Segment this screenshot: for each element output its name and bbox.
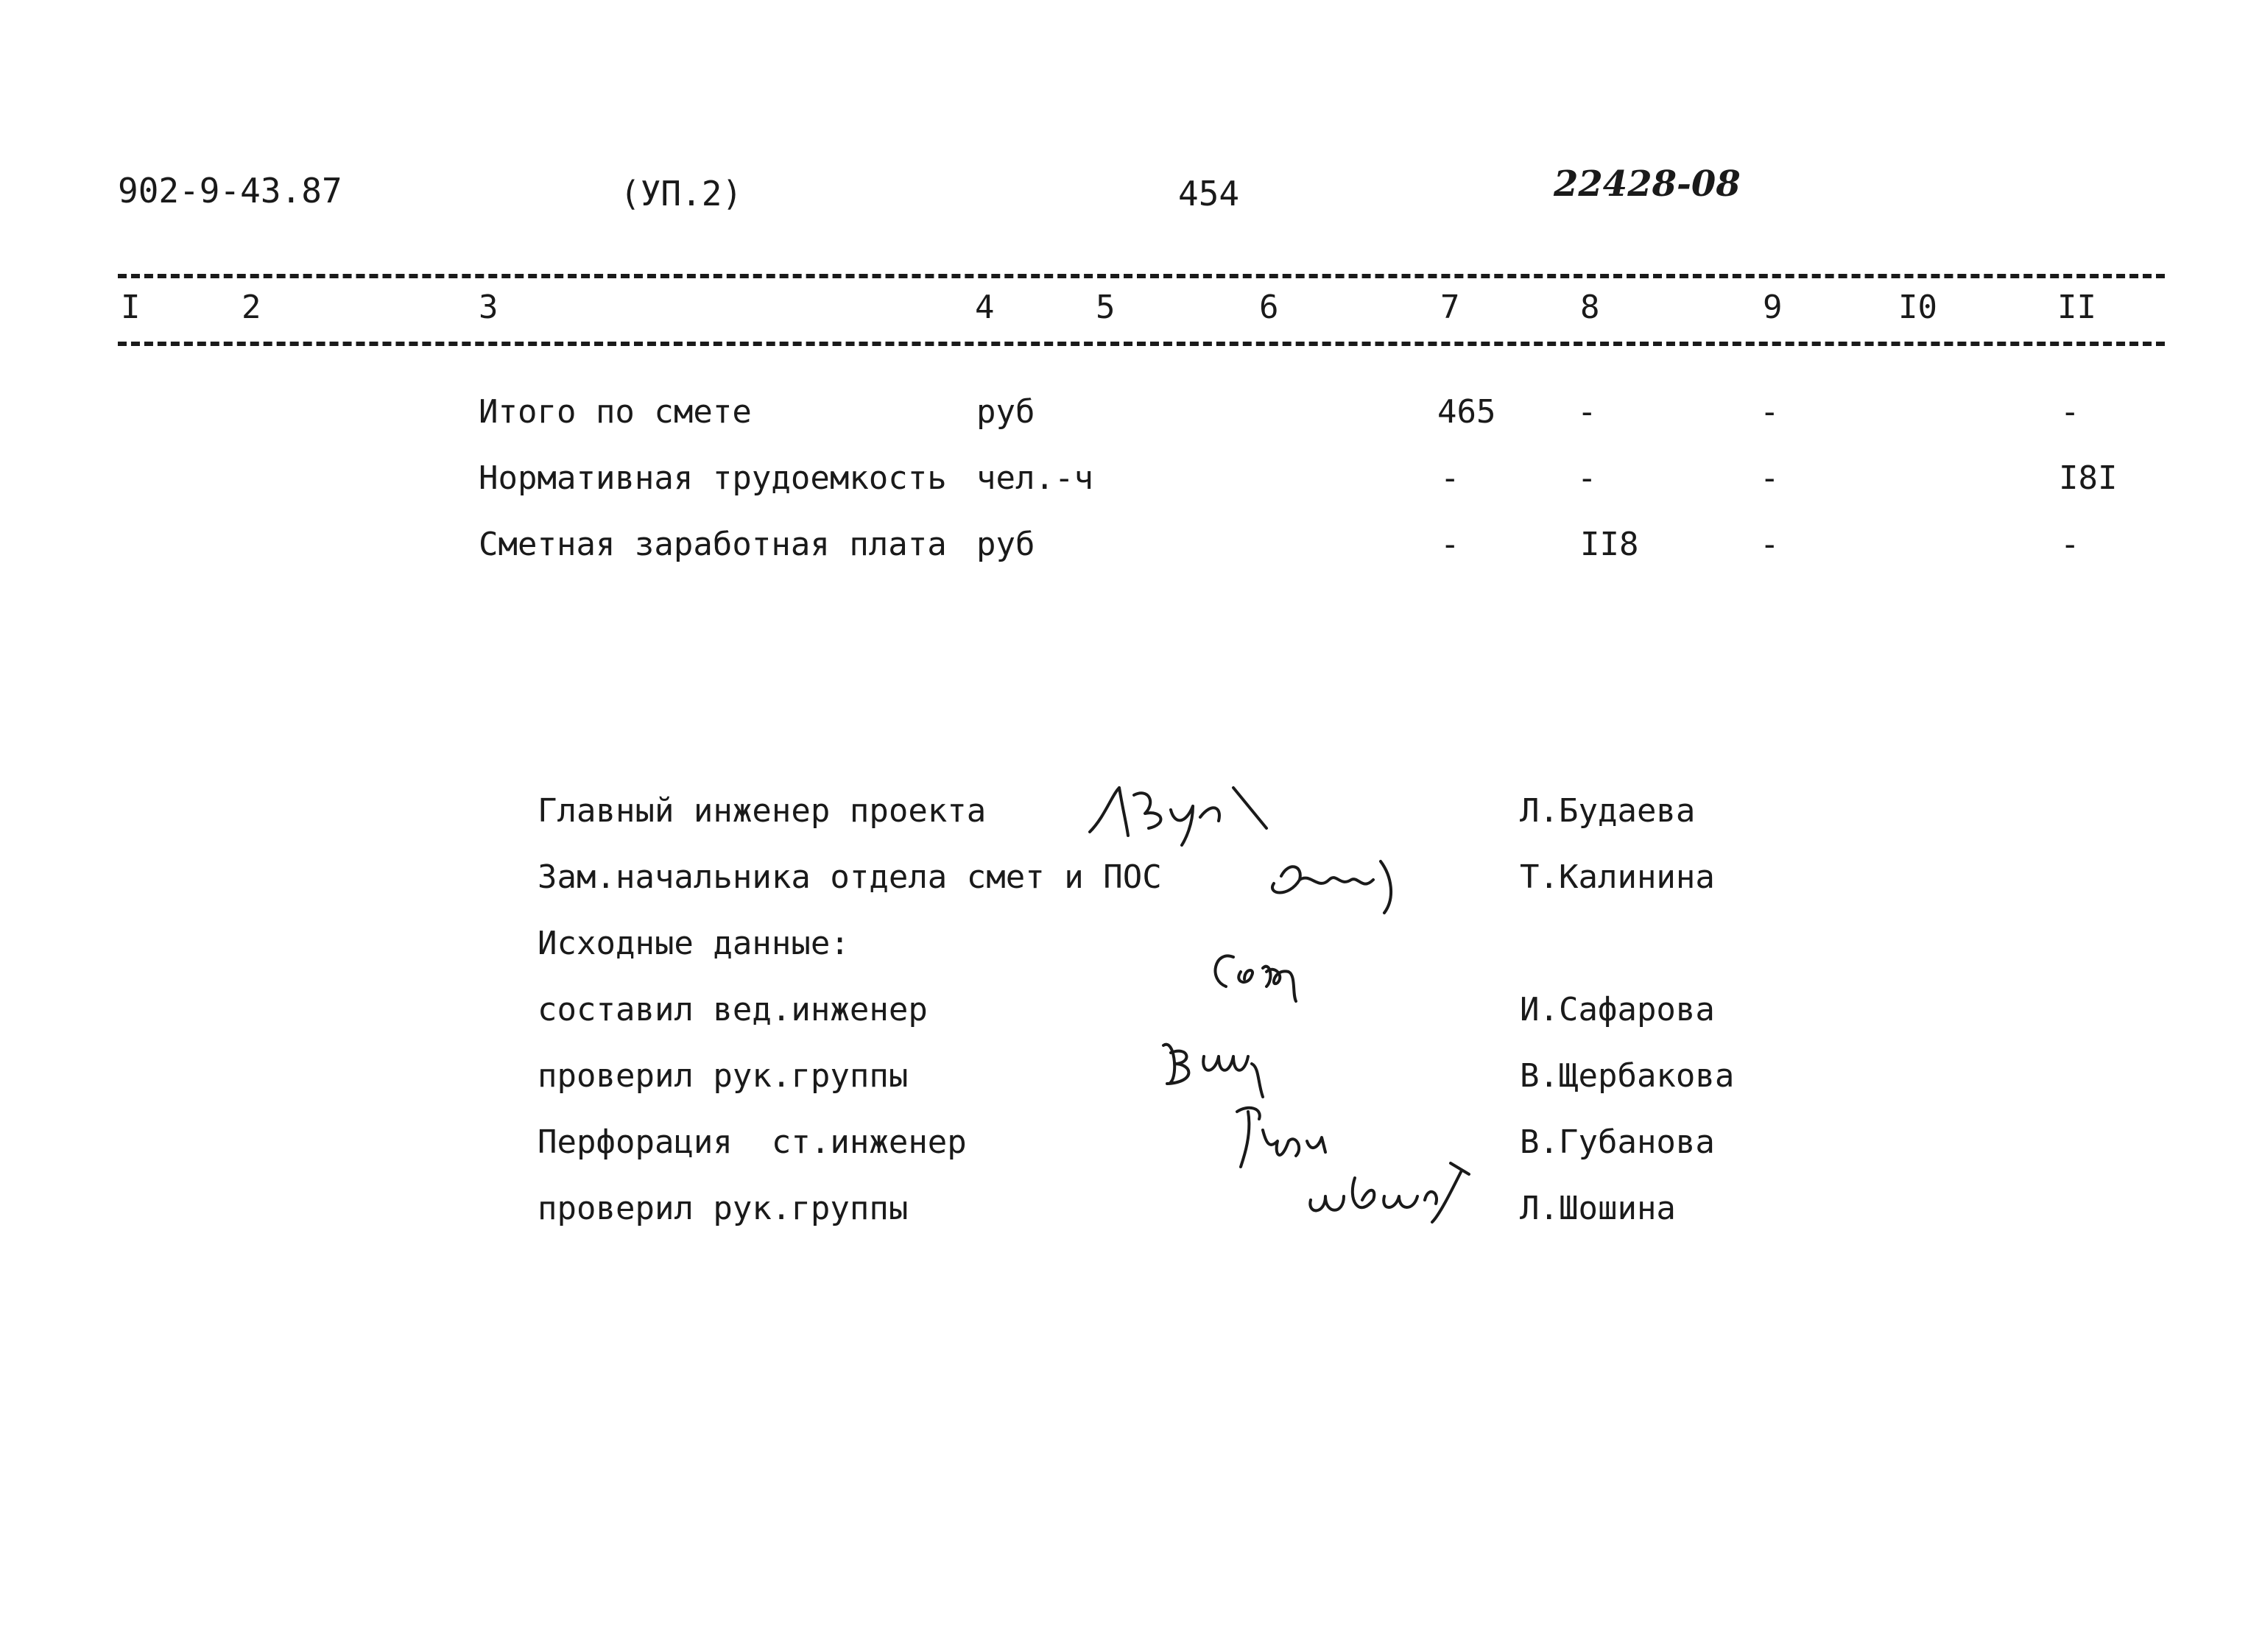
cell-col9: - xyxy=(1760,526,1780,563)
signer-name: Л.Шошина xyxy=(1520,1190,1676,1227)
cell-col8: II8 xyxy=(1580,526,1639,563)
column-number: 9 xyxy=(1763,289,1783,326)
cell-col9: - xyxy=(1760,459,1780,497)
signer-role: Зам.начальника отдела смет и ПОС xyxy=(538,858,1162,896)
column-number: 2 xyxy=(242,289,261,326)
cell-col8: - xyxy=(1577,393,1597,431)
row-name: Итого по смете xyxy=(479,393,752,431)
table-bottom-rule xyxy=(118,342,2165,346)
column-number: 7 xyxy=(1440,289,1460,326)
signer-name: В.Щербакова xyxy=(1520,1057,1735,1095)
cell-col11: - xyxy=(2060,526,2080,563)
signer-role: проверил рук.группы xyxy=(538,1057,909,1095)
handwritten-signature xyxy=(1259,847,1406,920)
cell-col7: - xyxy=(1440,459,1460,497)
page-number: 454 xyxy=(1178,174,1240,213)
handwritten-signature xyxy=(1303,1148,1480,1229)
handwritten-signature xyxy=(1082,773,1274,847)
row-name: Сметная заработная плата xyxy=(479,526,947,563)
cell-col9: - xyxy=(1760,393,1780,431)
signer-name: Л.Будаева xyxy=(1520,792,1696,830)
handwritten-signature xyxy=(1149,1023,1274,1104)
cell-col7: 465 xyxy=(1437,393,1496,431)
table-top-rule xyxy=(118,274,2165,278)
column-number: 3 xyxy=(479,289,498,326)
row-unit: чел.-ч xyxy=(976,459,1093,497)
cell-col8: - xyxy=(1577,459,1597,497)
cell-col11: I8I xyxy=(2059,459,2118,497)
row-name: Нормативная трудоемкость xyxy=(479,459,947,497)
document-code: 902-9-43.87 xyxy=(118,171,342,211)
row-unit: руб xyxy=(976,393,1035,431)
signer-name: И.Сафарова xyxy=(1520,991,1715,1028)
cell-col7: - xyxy=(1440,526,1460,563)
signer-role: составил вед.инженер xyxy=(538,991,928,1028)
column-number: 6 xyxy=(1259,289,1279,326)
signer-role: Главный инженер проекта xyxy=(538,792,987,830)
column-number: I0 xyxy=(1898,289,1937,326)
row-unit: руб xyxy=(976,526,1035,563)
signer-name: Т.Калинина xyxy=(1520,858,1715,896)
signer-role: Перфорация ст.инженер xyxy=(538,1123,967,1161)
column-number: 8 xyxy=(1580,289,1600,326)
handwritten-number: 22428-08 xyxy=(1554,163,1741,205)
column-number: 5 xyxy=(1096,289,1116,326)
column-number: I xyxy=(121,289,141,326)
handwritten-signature xyxy=(1200,935,1333,1016)
signer-role: проверил рук.группы xyxy=(538,1190,909,1227)
column-number: II xyxy=(2057,289,2096,326)
signer-name: В.Губанова xyxy=(1520,1123,1715,1161)
column-number: 4 xyxy=(975,289,995,326)
document-part: (УП.2) xyxy=(620,174,743,213)
signer-role: Исходные данные: xyxy=(538,925,850,962)
cell-col11: - xyxy=(2060,393,2080,431)
